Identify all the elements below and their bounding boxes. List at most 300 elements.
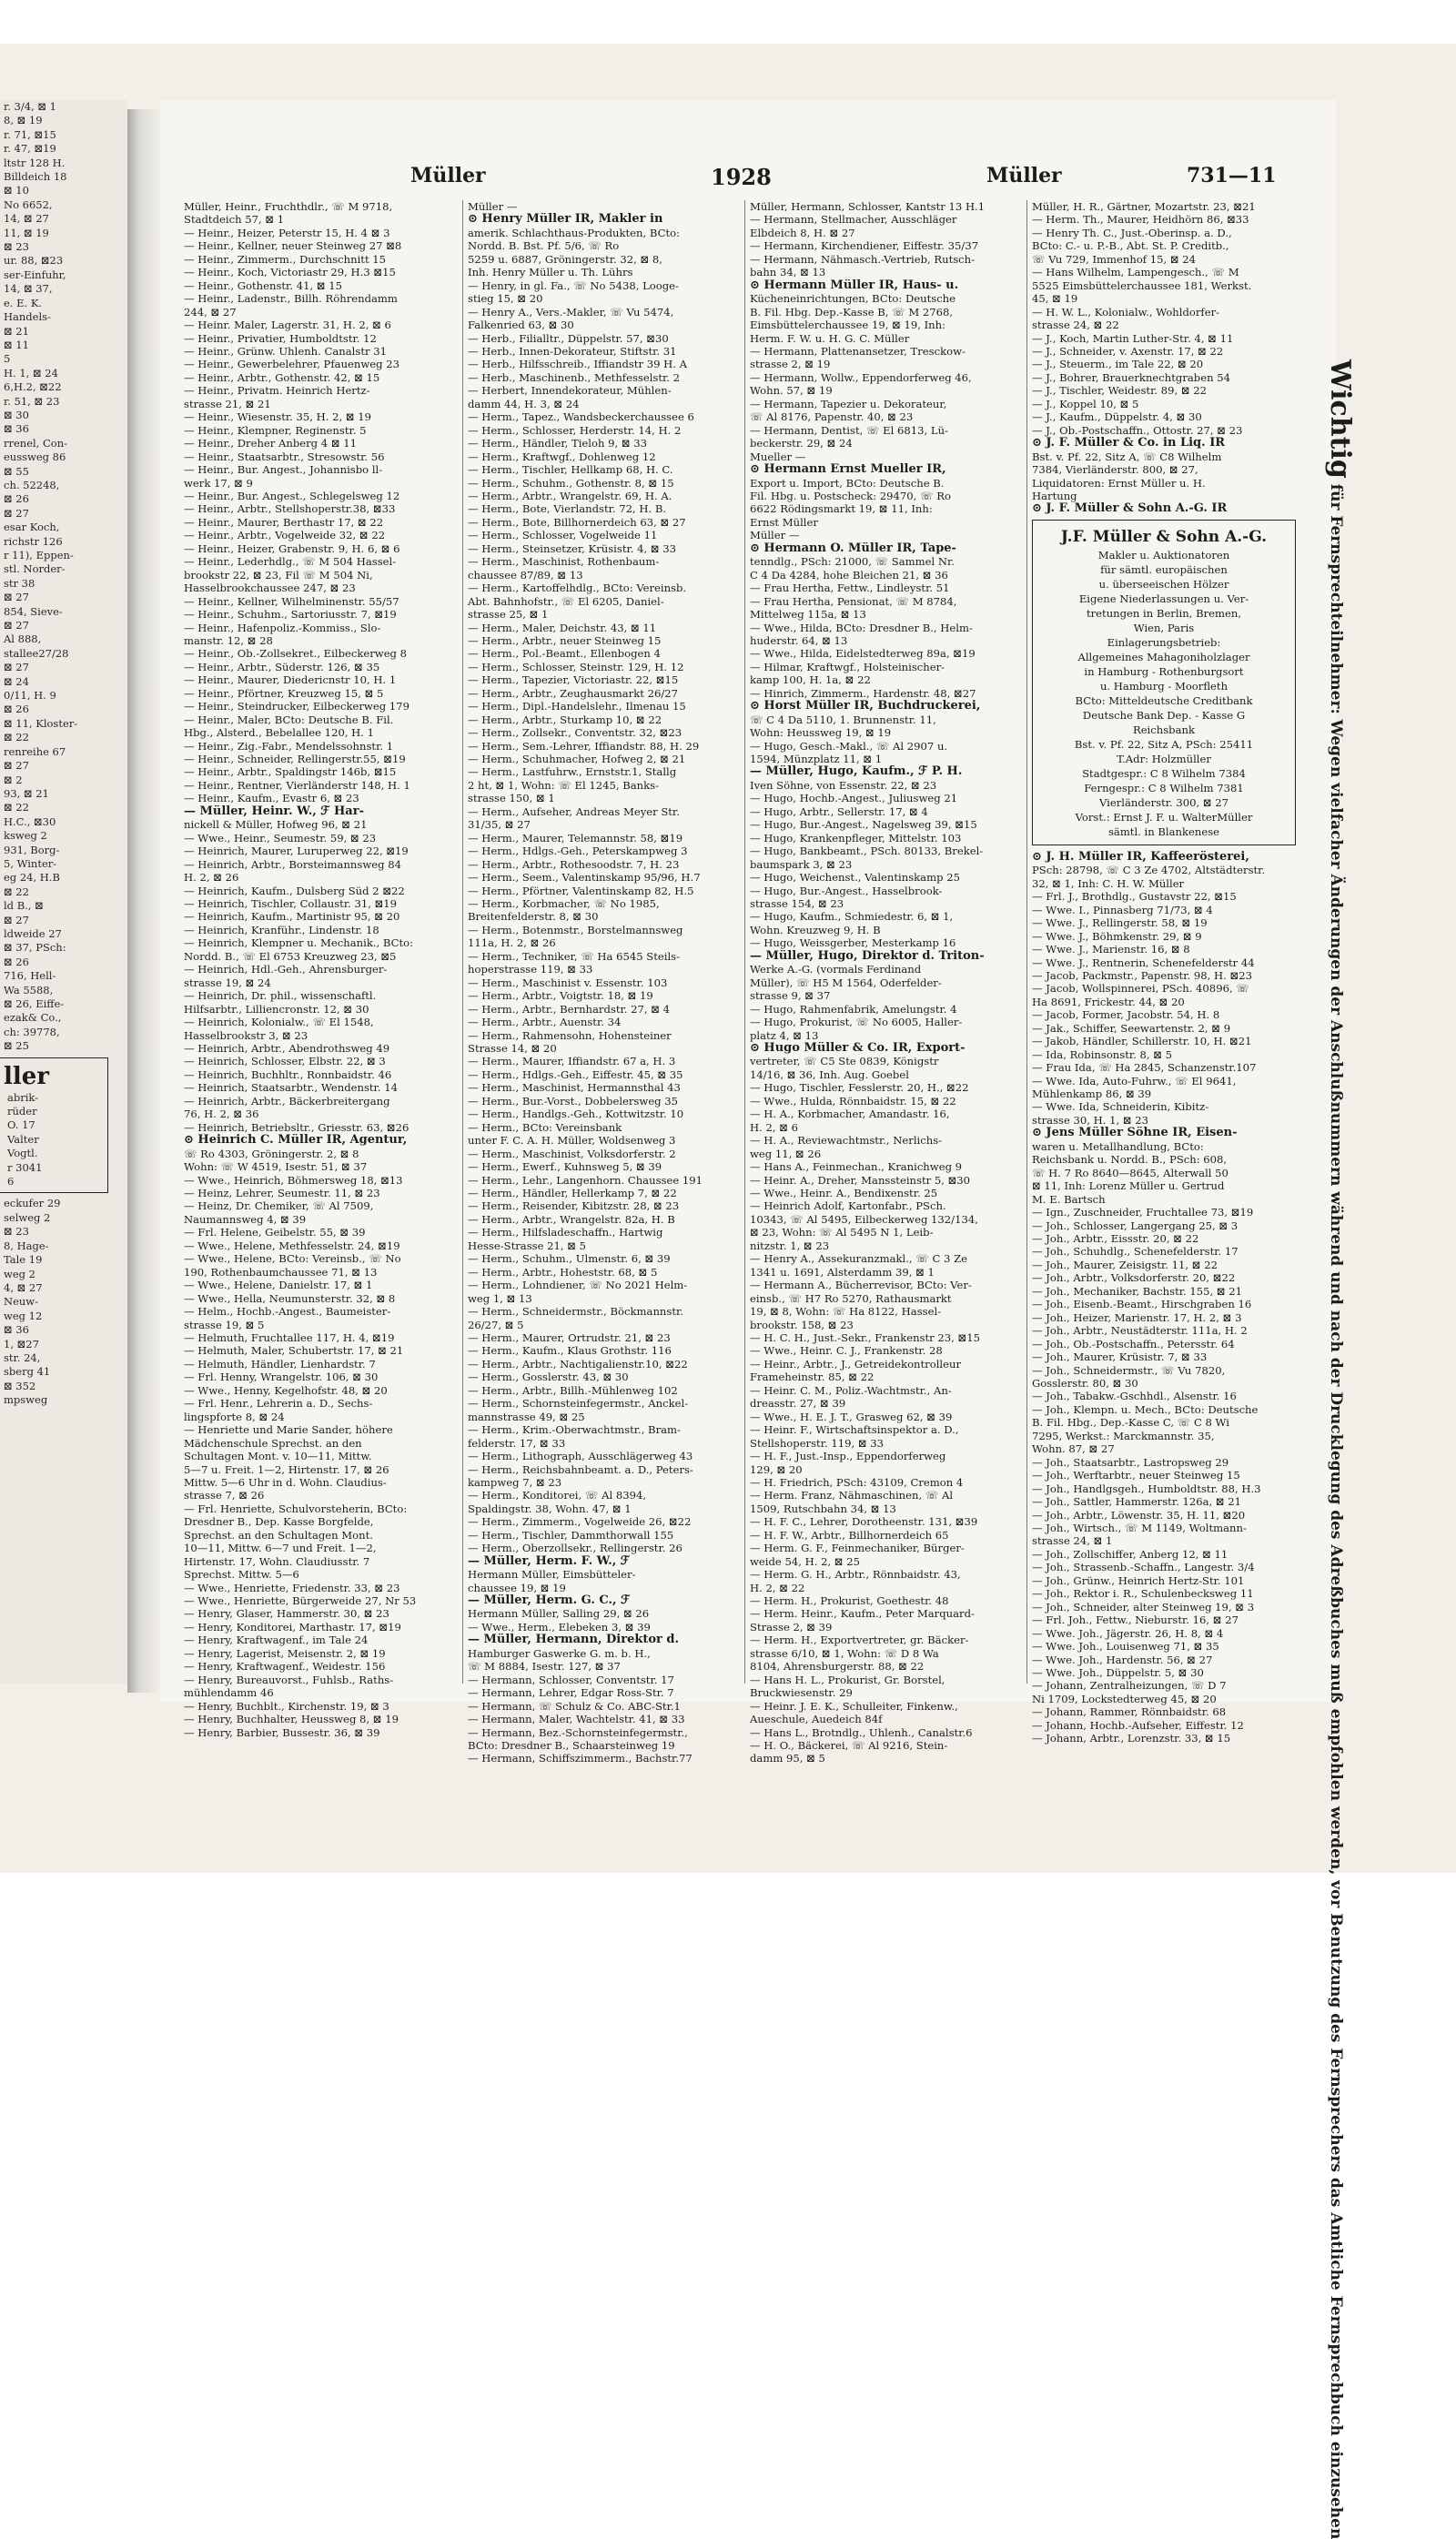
directory-entry: — Johann, Rammer, Rönnbaidstr. 68 [1032,1705,1227,1719]
directory-entry: ltstr 128 H. [4,156,66,169]
directory-entry: — Frau Hertha, Fettw., Lindleystr. 51 [750,582,950,595]
directory-entry: — Wwe., Helene, BCto: Vereinsb., ☏ No [184,1252,401,1266]
directory-entry: — Heinr., Arbtr., Spaldingstr 146b, ⊠15 [184,765,397,779]
column-1 [184,200,457,1739]
directory-entry: Müller, H. R., Gärtner, Mozartstr. 23, ⊠21 [1032,200,1256,213]
directory-entry: — Herm., Schuhmacher, Hofweg 2, ⊠ 21 [468,753,686,766]
directory-entry: 190, Rothenbaumchaussee 71, ⊠ 13 [184,1265,378,1279]
directory-entry: — Frl. Henriette, Schulvorsteherin, BCto: [184,1502,408,1515]
directory-entry: — Hans L., Brotndlg., Uhlenh., Canalstr.6 [750,1725,973,1739]
directory-entry: — Wwe. Joh., Düppelstr. 5, ⊠ 30 [1032,1665,1204,1679]
directory-entry: — Hugo, Bur.-Angest., Hasselbrook- [750,884,943,897]
directory-entry: — H. F., Just.-Insp., Eppendorferweg [750,1450,946,1463]
directory-entry: — Heinr., Gothenstr. 41, ⊠ 15 [184,278,342,292]
directory-entry: hoperstrasse 119, ⊠ 33 [468,963,593,976]
directory-entry: — Heinrich, Klempner u. Mechanik., BCto: [184,936,414,950]
directory-entry: — Herm., Schornsteinfegermstr., Anckel- [468,1397,689,1411]
directory-entry: 244, ⊠ 27 [184,305,237,319]
directory-entry: — H. Friedrich, PSch: 43109, Cremon 4 [750,1475,964,1489]
directory-entry: ⊙ Heinrich C. Müller IR, Agentur, [184,1134,408,1148]
directory-entry: — Wwe., Hilda, Eidelstedterweg 89a, ⊠19 [750,647,976,661]
directory-entry: — Herm., Schlosser, Herderstr. 14, H. 2 [468,423,682,437]
directory-entry: — Heinr., Arbtr., Stellshoperstr.38, ⊠33 [184,502,396,516]
directory-entry: — Heinr., Arbtr., Vogelweide 32, ⊠ 22 [184,529,386,542]
advertisement-box [1032,520,1296,845]
directory-entry: — Hermann, Wollw., Eppendorferweg 46, [750,370,972,384]
directory-entry: — Herm., Tischler, Hellkamp 68, H. C. [468,463,673,477]
directory-entry: beckerstr. 29, ⊠ 24 [750,437,853,450]
directory-entry: — H. C. H., Just.-Sekr., Frankenstr 23, ⊠15 [750,1330,980,1344]
directory-entry: Iven Söhne, von Essenstr. 22, ⊠ 23 [750,778,937,792]
directory-entry: — Herm., Krim.-Oberwachtmstr., Bram- [468,1423,681,1437]
directory-entry: Einlagerungsbetrieb: [1107,635,1221,649]
directory-entry: — Hinrich, Zimmerm., Hardenstr. 48, ⊠27 [750,686,976,700]
directory-entry: — Henry, Kraftwagenf., Weidestr. 156 [184,1660,386,1674]
directory-entry: Export u. Import, BCto: Deutsche B. [750,476,945,490]
directory-entry: — Herm., Maurer, Telemannstr. 58, ⊠19 [468,831,683,845]
directory-entry: — Joh., Handlgsgeh., Humboldtstr. 88, H.3 [1032,1482,1261,1495]
directory-entry: — Hermann, Bez.-Schornsteinfegermstr., [468,1725,688,1739]
directory-entry: Müller, Hermann, Schlosser, Kantstr 13 H.1 [750,200,986,213]
directory-entry: strasse 154, ⊠ 23 [750,897,844,911]
directory-entry: — Herm., Techniker, ☏ Ha 6545 Steils- [468,949,681,963]
directory-entry: Mueller — [750,450,806,463]
directory-entry: 1341 u. 1691, Alsterdamm 39, ⊠ 1 [750,1265,935,1279]
directory-entry: M. E. Bartsch [1032,1192,1106,1206]
directory-entry: — Herm., Pförtner, Valentinskamp 82, H.5 [468,884,694,897]
directory-entry: — Hugo, Arbtr., Sellerstr. 17, ⊠ 4 [750,804,928,818]
directory-entry: — Heinz, Dr. Chemiker, ☏ Al 7509, [184,1199,374,1213]
directory-entry: — Henry, Konditorei, Marthastr. 17, ⊠19 [184,1620,401,1634]
directory-entry: — Heinr., Zimmerm., Durchschnitt 15 [184,252,387,266]
directory-entry: — Herm., Schlosser, Steinstr. 129, H. 12 [468,660,684,673]
directory-entry: 76, H. 2, ⊠ 36 [184,1108,259,1121]
directory-entry: ☏ Ro 4303, Gröningerstr. 2, ⊠ 8 [184,1147,359,1160]
directory-entry: — Wwe. Joh., Hardenstr. 56, ⊠ 27 [1032,1653,1213,1666]
directory-entry: Wohn. 87, ⊠ 27 [1032,1442,1115,1456]
directory-entry: — Frl. Henr., Lehrerin a. D., Sechs- [184,1397,373,1411]
directory-entry: ⊠ 11, Inh: Lorenz Müller u. Gertrud [1032,1179,1225,1193]
directory-entry: Fil. Hbg. u. Postscheck: 29470, ☏ Ro [750,489,951,502]
directory-entry: — Heinr. F., Wirtschaftsinspektor a. D., [750,1423,959,1437]
directory-entry: — Herm., Handlgs.-Geh., Kottwitzstr. 10 [468,1108,684,1121]
directory-entry: — Herm., Maschinist, Volksdorferstr. 2 [468,1147,676,1160]
directory-entry: — Heinr., Steindrucker, Eilbeckerweg 179 [184,700,410,713]
directory-entry: Billdeich 18 [4,170,67,184]
directory-entry: Sprechst. an den Schultagen Mont. [184,1528,373,1542]
directory-entry: 1509, Rutschbahn 34, ⊠ 13 [750,1502,896,1515]
directory-entry: — Müller, Hermann, Direktor d. [468,1634,680,1647]
directory-entry: — Wwe. J., Marienstr. 16, ⊠ 8 [1032,943,1190,956]
directory-entry: Mühlenkamp 86, ⊠ 39 [1032,1087,1152,1101]
directory-entry: — Herb., Maschinenb., Methfesselstr. 2 [468,370,681,384]
directory-entry: — Frau Ida, ☏ Ha 2845, Schanzenstr.107 [1032,1061,1257,1075]
notice-lead: Wichtig [1324,359,1356,479]
directory-entry: in Hamburg - Rothenburgsort [1084,664,1244,678]
directory-entry: waren u. Metallhandlung, BCto: [1032,1139,1204,1153]
directory-entry: — Joh., Eisenb.-Beamt., Hirschgraben 16 [1032,1298,1252,1311]
directory-entry: Wohn: ☏ W 4519, Isestr. 51, ⊠ 37 [184,1160,368,1174]
directory-entry: — Frl. Henny, Wrangelstr. 106, ⊠ 30 [184,1371,379,1384]
directory-entry: — Hermann, Plattenansetzer, Tresckow- [750,344,966,358]
directory-entry: — Jak., Schiffer, Seewartenstr. 2, ⊠ 9 [1032,1021,1231,1035]
ad-lines [1040,548,1288,839]
directory-entry: — Heinrich, Kranführ., Lindenstr. 18 [184,923,379,936]
directory-entry: Mittelweg 115a, ⊠ 13 [750,608,866,622]
directory-entry: — Heinr. Maler, Lagerstr. 31, H. 2, ⊠ 6 [184,319,391,332]
directory-entry: — Heinr., Kellner, neuer Steinweg 27 ⊠8 [184,239,402,253]
column-3 [750,200,1021,1765]
directory-entry: Naumannsweg 4, ⊠ 39 [184,1212,307,1226]
directory-entry: einsb., ☏ H7 Ro 5270, Rathausmarkt [750,1291,952,1305]
directory-entry: Elbdeich 8, H. ⊠ 27 [750,226,855,239]
directory-entry: — Herm., Sem.-Lehrer, Iffiandstr. 88, H. 29 [468,739,700,753]
directory-entry: weg 1, ⊠ 13 [468,1291,532,1305]
directory-entry: B. Fil. Hbg., Dep.-Kasse C, ☏ C 8 Wi [1032,1416,1229,1430]
directory-entry: — Wwe. J., Rentnerin, Schenefelderstr 44 [1032,956,1255,969]
directory-entry: — H. A., Korbmacher, Amandastr. 16, [750,1108,950,1121]
directory-entry: — Heinr., Arbtr., J., Getreidekontrolleur [750,1357,961,1371]
column-4-top [1032,200,1296,516]
directory-entry: r 3041 [7,1160,43,1174]
directory-entry: ☏ M 8884, Isestr. 127, ⊠ 37 [468,1660,621,1674]
directory-entry: 19, ⊠ 8, Wohn: ☏ Ha 8122, Hassel- [750,1305,942,1319]
directory-entry: 2 ht, ⊠ 1, Wohn: ☏ El 1245, Banks- [468,778,660,792]
directory-entry: Ernst Müller [750,515,818,529]
directory-entry: Hesse-Strasse 21, ⊠ 5 [468,1239,587,1252]
directory-entry: — Wwe., Henny, Kegelhofstr. 48, ⊠ 20 [184,1383,388,1397]
directory-entry: ☏ Al 8176, Papenstr. 40, ⊠ 23 [750,410,914,424]
directory-entry: — Henry, Barbier, Bussestr. 36, ⊠ 39 [184,1725,380,1739]
directory-entry: — Herm., Zimmerm., Vogelweide 26, ⊠22 [468,1515,692,1529]
directory-entry: Müller, Heinr., Fruchthdlr., ☏ M 9718, [184,200,393,213]
directory-entry: ⊠ 11 [4,338,29,351]
directory-entry: — Heinrich, Arbtr., Abendrothsweg 49 [184,1042,390,1055]
directory-entry: — Herb., Filialltr., Düppelstr. 57, ⊠30 [468,331,669,345]
directory-entry: stl. Norder- [4,562,66,576]
directory-entry: — Müller, Hugo, Direktor d. Triton- [750,949,985,963]
directory-entry: — Herm., Botenmstr., Borstelmannsweg [468,923,683,936]
directory-entry: Vogtl. [7,1147,38,1160]
directory-entry: strasse 24, ⊠ 1 [1032,1534,1113,1548]
directory-entry: 6 [7,1175,15,1189]
directory-entry: B. Fil. Hbg. Dep.-Kasse B, ☏ M 2768, [750,305,954,319]
directory-entry: damm 44, H. 3, ⊠ 24 [468,397,580,410]
directory-entry: strasse 21, ⊠ 21 [184,397,271,410]
directory-entry: — Heinr., Heizer, Grabenstr. 9, H. 6, ⊠ 6 [184,541,400,555]
directory-entry: strasse 25, ⊠ 1 [468,608,549,622]
directory-entry: — Heinr., Maler, BCto: Deutsche B. Fil. [184,713,394,726]
directory-entry: ⊠ 55 [4,464,29,478]
directory-entry: Gosslerstr. 80, ⊠ 30 [1032,1377,1138,1390]
directory-entry: — Herm., Händler, Tieloh 9, ⊠ 33 [468,437,648,450]
directory-entry: — Frl. Helene, Geibelstr. 55, ⊠ 39 [184,1226,366,1239]
directory-entry: unter F. C. A. H. Müller, Woldsenweg 3 [468,1134,676,1148]
directory-entry: — Heinr., Lederhdlg., ☏ M 504 Hassel- [184,555,397,569]
directory-entry: — Joh., Heizer, Marienstr. 17, H. 2, ⊠ 3 [1032,1310,1242,1324]
directory-entry: strasse 2, ⊠ 19 [750,358,831,371]
left-page-fragment [0,100,127,1684]
directory-entry: baumspark 3, ⊠ 23 [750,857,853,871]
directory-entry: ⊙ J. H. Müller IR, Kaffeerösterei, [1032,850,1249,864]
directory-entry: Hasselbrookstr 3, ⊠ 23 [184,1028,308,1042]
directory-entry: vertreter, ☏ C5 Ste 0839, Königstr [750,1055,939,1068]
directory-entry: — Herm., Korbmacher, ☏ No 1985, [468,897,660,911]
directory-entry: — Heinr., Schuhm., Sartoriusstr. 7, ⊠19 [184,608,397,622]
directory-entry: r 11), Eppen- [4,549,74,561]
directory-entry: — Heinr., Zig.-Fabr., Mendelssohnstr. 1 [184,739,394,753]
directory-entry: — Hugo, Bankbeamt., PSch. 80133, Brekel- [750,845,984,858]
directory-entry: — Hermann, Schiffszimmerm., Bachstr.77 [468,1752,693,1765]
directory-entry: ⊠ 27 [4,759,29,773]
directory-entry: — Helmuth, Fruchtallee 117, H. 4, ⊠19 [184,1330,395,1344]
directory-entry: — Heinrich, Hdl.-Geh., Ahrensburger- [184,963,388,976]
directory-entry: — Joh., Wirtsch., ☏ M 1149, Woltmann- [1032,1521,1247,1534]
directory-entry: 6622 Rödingsmarkt 19, ⊠ 11, Inh: [750,502,933,516]
directory-entry: — Hermann, ☏ Schulz & Co. ABC-Str.1 [468,1699,681,1713]
directory-entry: — Heinrich, Arbtr., Bäckerbreitergang [184,1094,390,1108]
directory-entry: e. E. K. [4,296,43,309]
directory-entry: strasse 30, H. 1, ⊠ 23 [1032,1113,1149,1127]
directory-entry: Hartung [1032,489,1077,502]
directory-entry: 5259 u. 6887, Gröningerstr. 32, ⊠ 8, [468,252,662,266]
directory-entry: — Herm., Lithograph, Ausschlägerweg 43 [468,1450,693,1463]
directory-entry: — Wwe., Hulda, Rönnbaidstr. 15, ⊠ 22 [750,1094,956,1108]
directory-entry: str 38 [4,576,35,590]
directory-entry: — Heinz, Lehrer, Seumestr. 11, ⊠ 23 [184,1186,380,1199]
directory-entry: — Herm., Arbtr., Zeughausmarkt 26/27 [468,686,678,700]
directory-entry: ⊠ 2 [4,773,23,786]
directory-entry: — Herm., Arbtr., Bernhardstr. 27, ⊠ 4 [468,1002,671,1016]
directory-entry: ⊠ 23 [4,240,29,254]
directory-entry: — Herm. H., Exportvertreter, gr. Bäcker- [750,1634,969,1647]
directory-entry: — Joh., Maurer, Krüsistr. 7, ⊠ 33 [1032,1350,1208,1364]
directory-entry: — Hugo, Rahmenfabrik, Amelungstr. 4 [750,1002,957,1016]
directory-entry: ⊠ 22 [4,801,29,814]
directory-entry: kamp 100, H. 1a, ⊠ 22 [750,673,871,687]
directory-entry: — Heinr., Staatsarbtr., Stresowstr. 56 [184,450,385,463]
directory-entry: stieg 15, ⊠ 20 [468,292,543,306]
directory-entry: — Wwe., Heinr. C. J., Frankenstr. 28 [750,1344,943,1358]
directory-entry: — Müller, Heinr. W., ℱ Har- [184,804,364,818]
left-page-lines-2 [0,1197,127,1407]
directory-entry: ⊠ 37, PSch: [4,941,66,955]
directory-entry: — Herb., Innen-Dekorateur, Stiftstr. 31 [468,344,677,358]
directory-entry: — Herm., Zollsekr., Conventstr. 32, ⊠23 [468,726,682,740]
directory-entry: C 4 Da 4284, hohe Bleichen 21, ⊠ 36 [750,568,948,582]
directory-entry: mpsweg [4,1393,48,1407]
directory-entry: — Joh., Werftarbtr., neuer Steinweg 15 [1032,1469,1240,1482]
directory-entry: — Heinr., Privatier, Humboldtstr. 12 [184,331,377,345]
directory-entry: für sämtl. europäischen [1100,562,1228,576]
directory-entry: — Herm., Maschinist, Hermannsthal 43 [468,1081,681,1095]
column-4 [1032,200,1296,1745]
directory-entry: — Heinrich, Arbtr., Borsteimannsweg 84 [184,857,401,871]
directory-entry: stallee27/28 [4,646,69,660]
directory-entry: Nordd. B. Bst. Pf. 5/6, ☏ Ro [468,239,620,253]
directory-entry: 5—7 u. Freit. 1—2, Hirtenstr. 17, ⊠ 26 [184,1462,389,1476]
directory-entry: ⊠ 27 [4,619,29,632]
directory-entry: — Herm., Tapez., Wandsbeckerchaussee 6 [468,410,694,424]
directory-entry: ⊠ 24 [4,674,29,688]
directory-entry: ⊙ Henry Müller IR, Makler in [468,213,663,227]
book-gutter [127,109,160,1693]
directory-entry: H.C., ⊠30 [4,814,56,828]
directory-entry: 5525 Eimsbüttelerchaussee 181, Werkst. [1032,278,1252,292]
directory-entry: — Hermann, Maler, Wachtelstr. 41, ⊠ 33 [468,1713,685,1726]
directory-entry: — Müller, Herm. F. W., ℱ [468,1554,631,1568]
directory-entry: — Wwe. Ida, Auto-Fuhrw., ☏ El 9641, [1032,1074,1237,1087]
directory-entry: — Herm., Bote, Vierlandstr. 72, H. B. [468,502,667,516]
directory-entry: — Henry, Bureauvorst., Fuhlsb., Raths- [184,1673,394,1686]
directory-entry: Hermann Müller, Salling 29, ⊠ 26 [468,1607,650,1621]
directory-entry: — Herm., Seem., Valentinskamp 95/96, H.7 [468,871,701,885]
page-header [178,164,1289,191]
directory-entry: Al 888, [4,632,42,646]
directory-entry: — Ign., Zuschneider, Fruchtallee 73, ⊠19 [1032,1206,1254,1219]
directory-entry: ⊠ 10 [4,184,29,197]
directory-entry: Stadtdeich 57, ⊠ 1 [184,213,285,227]
directory-entry: — Joh., Arbtr., Volksdorferstr. 20, ⊠22 [1032,1271,1236,1285]
directory-entry: — J., Kaufm., Düppelstr. 4, ⊠ 30 [1032,410,1202,424]
directory-entry: Vierländerstr. 300, ⊠ 27 [1098,795,1229,809]
directory-entry: Strasse 14, ⊠ 20 [468,1042,557,1055]
directory-entry: — Frl. Joh., Fettw., Nieburstr. 16, ⊠ 27 [1032,1613,1239,1627]
directory-entry: — Herm., Reisender, Kibitzstr. 28, ⊠ 23 [468,1199,680,1213]
directory-entry: — Wwe. I., Pinnasberg 71/73, ⊠ 4 [1032,903,1213,916]
directory-entry: ser-Einfuhr, [4,268,66,281]
directory-entry: — Joh., Rektor i. R., Schulenbecksweg 11 [1032,1587,1254,1601]
directory-entry: — Hugo, Weissgerber, Mesterkamp 16 [750,936,956,950]
directory-entry: — Heinr., Maurer, Berthastr 17, ⊠ 22 [184,515,384,529]
directory-entry: — Heinr., Ladenstr., Billh. Röhrendamm [184,292,398,306]
directory-entry: — J., Bohrer, Brauerknechtgraben 54 [1032,370,1230,384]
directory-entry: Müller), ☏ H5 M 1564, Oderfelder- [750,976,942,989]
directory-entry: nickell & Müller, Hofweg 96, ⊠ 21 [184,818,368,832]
directory-entry: Wohn: Heussweg 19, ⊠ 19 [750,726,892,740]
directory-entry: — Heinr., Wiesenstr. 35, H. 2, ⊠ 19 [184,410,372,424]
directory-entry: — Hugo, Gesch.-Makl., ☏ Al 2907 u. [750,739,948,753]
directory-entry: Dresdner B., Dep. Kasse Borgfelde, [184,1515,374,1529]
directory-entry: — Herm., Hilfsladeschaffn., Hartwig [468,1226,663,1239]
directory-entry: — Wwe. J., Rellingerstr. 58, ⊠ 19 [1032,916,1208,930]
directory-entry: — Wwe., Helene, Danielstr. 17, ⊠ 1 [184,1279,373,1292]
directory-entry: strasse 6/10, ⊠ 1, Wohn: ☏ D 8 Wa [750,1646,939,1660]
left-page-lines [0,100,127,1054]
directory-entry: — H. O., Bäckerei, ☏ Al 9216, Stein- [750,1739,948,1753]
directory-entry: — Hugo, Krankenpfleger, Mittelstr. 103 [750,831,962,845]
directory-entry: ☏ Vu 729, Immenhof 15, ⊠ 24 [1032,252,1197,266]
directory-entry: — Heinr., Gewerbelehrer, Pfauenweg 23 [184,358,400,371]
directory-entry: — Herm., Steinsetzer, Krüsistr. 4, ⊠ 33 [468,541,677,555]
directory-entry: Frameheinstr. 85, ⊠ 22 [750,1371,875,1384]
directory-entry: — H. A., Reviewachtmstr., Nerlichs- [750,1134,943,1148]
directory-entry: — Henry A., Vers.-Makler, ☏ Vu 5474, [468,305,674,319]
directory-entry: — Joh., Arbtr., Neustädterstr. 111a, H. 2 [1032,1324,1248,1338]
directory-entry: tretungen in Berlin, Bremen, [1086,606,1242,620]
directory-entry: Ni 1709, Lockstedterweg 45, ⊠ 20 [1032,1692,1217,1705]
directory-entry: 32, ⊠ 1, Inh: C. H. W. Müller [1032,876,1185,890]
directory-entry: — Hermann, Tapezier u. Dekorateur, [750,397,947,410]
directory-entry: — Wwe. Ida, Schneiderin, Kibitz- [1032,1100,1209,1114]
directory-entry: Hamburger Gaswerke G. m. b. H., [468,1646,651,1660]
directory-entry: — Heinr., Rentner, Vierländerstr 148, H. 1 [184,778,410,792]
directory-entry: PSch: 28798, ☏ C 3 Ze 4702, Altstädterstr. [1032,864,1266,877]
directory-entry: 129, ⊠ 20 [750,1462,803,1476]
directory-entry: — Heinr., Arbtr., Gothenstr. 42, ⊠ 15 [184,370,380,384]
directory-entry: 8104, Ahrensburgerstr. 88, ⊠ 22 [750,1660,925,1674]
directory-entry: Valter [7,1132,39,1146]
directory-entry: — Herm., Gosslerstr. 43, ⊠ 30 [468,1371,629,1384]
directory-entry: — Henry, Kraftwagenf., im Tale 24 [184,1634,369,1647]
directory-entry: — Heinr., Dreher Anberg 4 ⊠ 11 [184,437,357,450]
directory-entry: selweg 2 [4,1210,51,1224]
directory-entry: — Hans Wilhelm, Lampengesch., ☏ M [1032,266,1239,279]
directory-entry: 5, Winter- [4,856,57,870]
directory-entry: ⊠ 22 [4,731,29,744]
directory-entry: Makler u. Auktionatoren [1097,548,1230,561]
directory-entry: ⊠ 352 [4,1379,36,1392]
directory-entry: — Heinrich, Kaufm., Dulsberg Süd 2 ⊠22 [184,884,405,897]
directory-entry: tenndlg., PSch: 21000, ☏ Sammel Nr. [750,555,955,569]
directory-entry: Hbg., Alsterd., Bebelallee 120, H. 1 [184,726,375,740]
directory-entry: — Hans H. L., Prokurist, Gr. Borstel, [750,1673,945,1686]
directory-entry: — Joh., Arbtr., Löwenstr. 35, H. 11, ⊠20 [1032,1508,1246,1522]
directory-entry: 4, ⊠ 27 [4,1280,43,1294]
directory-entry: — Heinr. A., Dreher, Manssteinstr 5, ⊠30 [750,1173,971,1187]
directory-entry: — Herm., Maurer, Iffiandstr. 67 a, H. 3 [468,1055,676,1068]
directory-entry: ⊙ Jens Müller Söhne IR, Eisen- [1032,1127,1238,1140]
directory-entry: 111a, H. 2, ⊠ 26 [468,936,556,950]
directory-entry: — J., Tischler, Weidestr. 89, ⊠ 22 [1032,384,1207,398]
directory-entry: weide 54, H. 2, ⊠ 25 [750,1554,860,1568]
directory-entry: Hermann Müller, Eimsbütteler- [468,1568,636,1582]
directory-entry: 5 [4,352,11,366]
directory-entry: — Herm., Arbtr., neuer Steinweg 15 [468,633,662,647]
directory-entry: — Heinr., Hafenpoliz.-Kommiss., Slo- [184,621,381,634]
directory-entry: — Wwe., Hella, Neumunsterstr. 32, ⊠ 8 [184,1291,396,1305]
directory-entry: Wa 5588, [4,983,54,996]
header-right-name: Müller [986,164,1062,187]
directory-entry: — Herm., Rahmensohn, Hohensteiner [468,1028,672,1042]
directory-entry: rüder [7,1105,37,1118]
directory-entry: r. 51, ⊠ 23 [4,394,60,408]
directory-entry: huderstr. 64, ⊠ 13 [750,633,848,647]
directory-entry: bahn 34, ⊠ 13 [750,266,826,279]
directory-entry: ⊠ 27 [4,661,29,674]
directory-entry: Hirtenstr. 17, Wohn. Claudiusstr. 7 [184,1554,370,1568]
directory-entry: Breitenfelderstr. 8, ⊠ 30 [468,910,599,924]
directory-entry: — Herm., Bur.-Vorst., Dobbelersweg 35 [468,1094,679,1108]
directory-entry: — Herm., Kraftwgf., Dohlenweg 12 [468,450,656,463]
directory-entry: 11, ⊠ 19 [4,226,49,239]
directory-entry: — Müller, Hugo, Kaufm., ℱ P. H. [750,765,963,779]
directory-entry: — J., Koppel 10, ⊠ 5 [1032,397,1139,410]
directory-entry: — Herm. G. H., Arbtr., Rönnbaidstr. 43, [750,1568,961,1582]
directory-entry: 8, Hage- [4,1239,49,1252]
directory-entry: strasse 19, ⊠ 24 [184,976,271,989]
header-year: 1928 [711,164,772,190]
directory-entry: mühlendamm 46 [184,1686,274,1700]
directory-entry: — Helmuth, Händler, Lienhardstr. 7 [184,1357,376,1371]
directory-entry: — Herm., Pol.-Beamt., Ellenbogen 4 [468,647,661,661]
directory-entry: ⊠ 27 [4,913,29,926]
directory-entry: — Herm. H., Prokurist, Goethestr. 48 [750,1594,949,1608]
directory-entry: — Joh., Maurer, Zeisigstr. 11, ⊠ 22 [1032,1258,1218,1271]
directory-entry: 7295, Werkst.: Marckmannstr. 35, [1032,1429,1215,1442]
directory-entry: — Jacob, Wollspinnerei, PSch. 40896, ☏ [1032,982,1249,996]
directory-entry: H. 2, ⊠ 6 [750,1120,799,1134]
